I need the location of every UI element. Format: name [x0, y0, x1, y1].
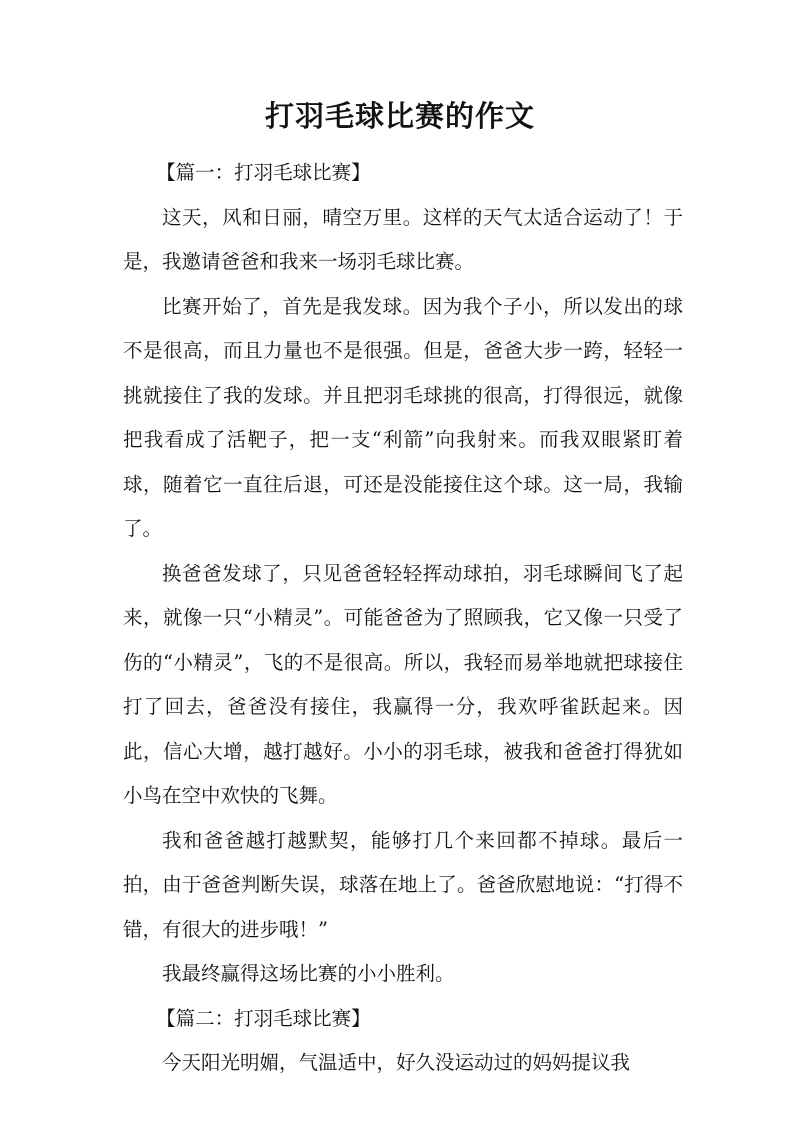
section-heading-2: 【篇二：打羽毛球比赛】 — [156, 1006, 371, 1030]
paragraph: 我和爸爸越打越默契，能够打几个来回都不掉球。最后一拍，由于爸爸判断失误，球落在地上了。爸爸欣慰地说：“打得不错，有很大的进步哦！” — [123, 828, 683, 941]
paragraph: 换爸爸发球了，只见爸爸轻轻挥动球拍，羽毛球瞬间飞了起来，就像一只“小精灵”。可能爸爸为了照顾我，它又像一只受了伤的“小精灵”，飞的不是很高。所以，我轻而易举地就把球接住打了回去，爸爸没有接住，我赢得一分，我欢呼雀跃起来。因此，信心大增，越打越好。小小的羽毛球，被我和爸爸打得犹如小鸟在空中欢快的飞舞。 — [123, 561, 683, 807]
paragraph: 比赛开始了，首先是我发球。因为我个子小，所以发出的球不是很高，而且力量也不是很强。但是，爸爸大步一跨，轻轻一挑就接住了我的发球。并且把羽毛球挑的很高，打得很远，就像把我看成了活靶子，把一支“利箭”向我射来。而我双眼紧盯着球，随着它一直往后退，可还是没能接住这个球。这一局，我输了。 — [123, 294, 683, 540]
paragraph: 我最终赢得这场比赛的小小胜利。 — [162, 962, 455, 985]
section-heading-1: 【篇一：打羽毛球比赛】 — [156, 161, 371, 184]
paragraph: 今天阳光明媚，气温适中，好久没运动过的妈妈提议我 — [162, 1051, 631, 1074]
document-body — [123, 151, 683, 1086]
paragraph: 这天，风和日丽，晴空万里。这样的天气太适合运动了！于是，我邀请爸爸和我来一场羽毛球比赛。 — [123, 205, 683, 273]
document-title: 打羽毛球比赛的作文 — [264, 99, 535, 133]
